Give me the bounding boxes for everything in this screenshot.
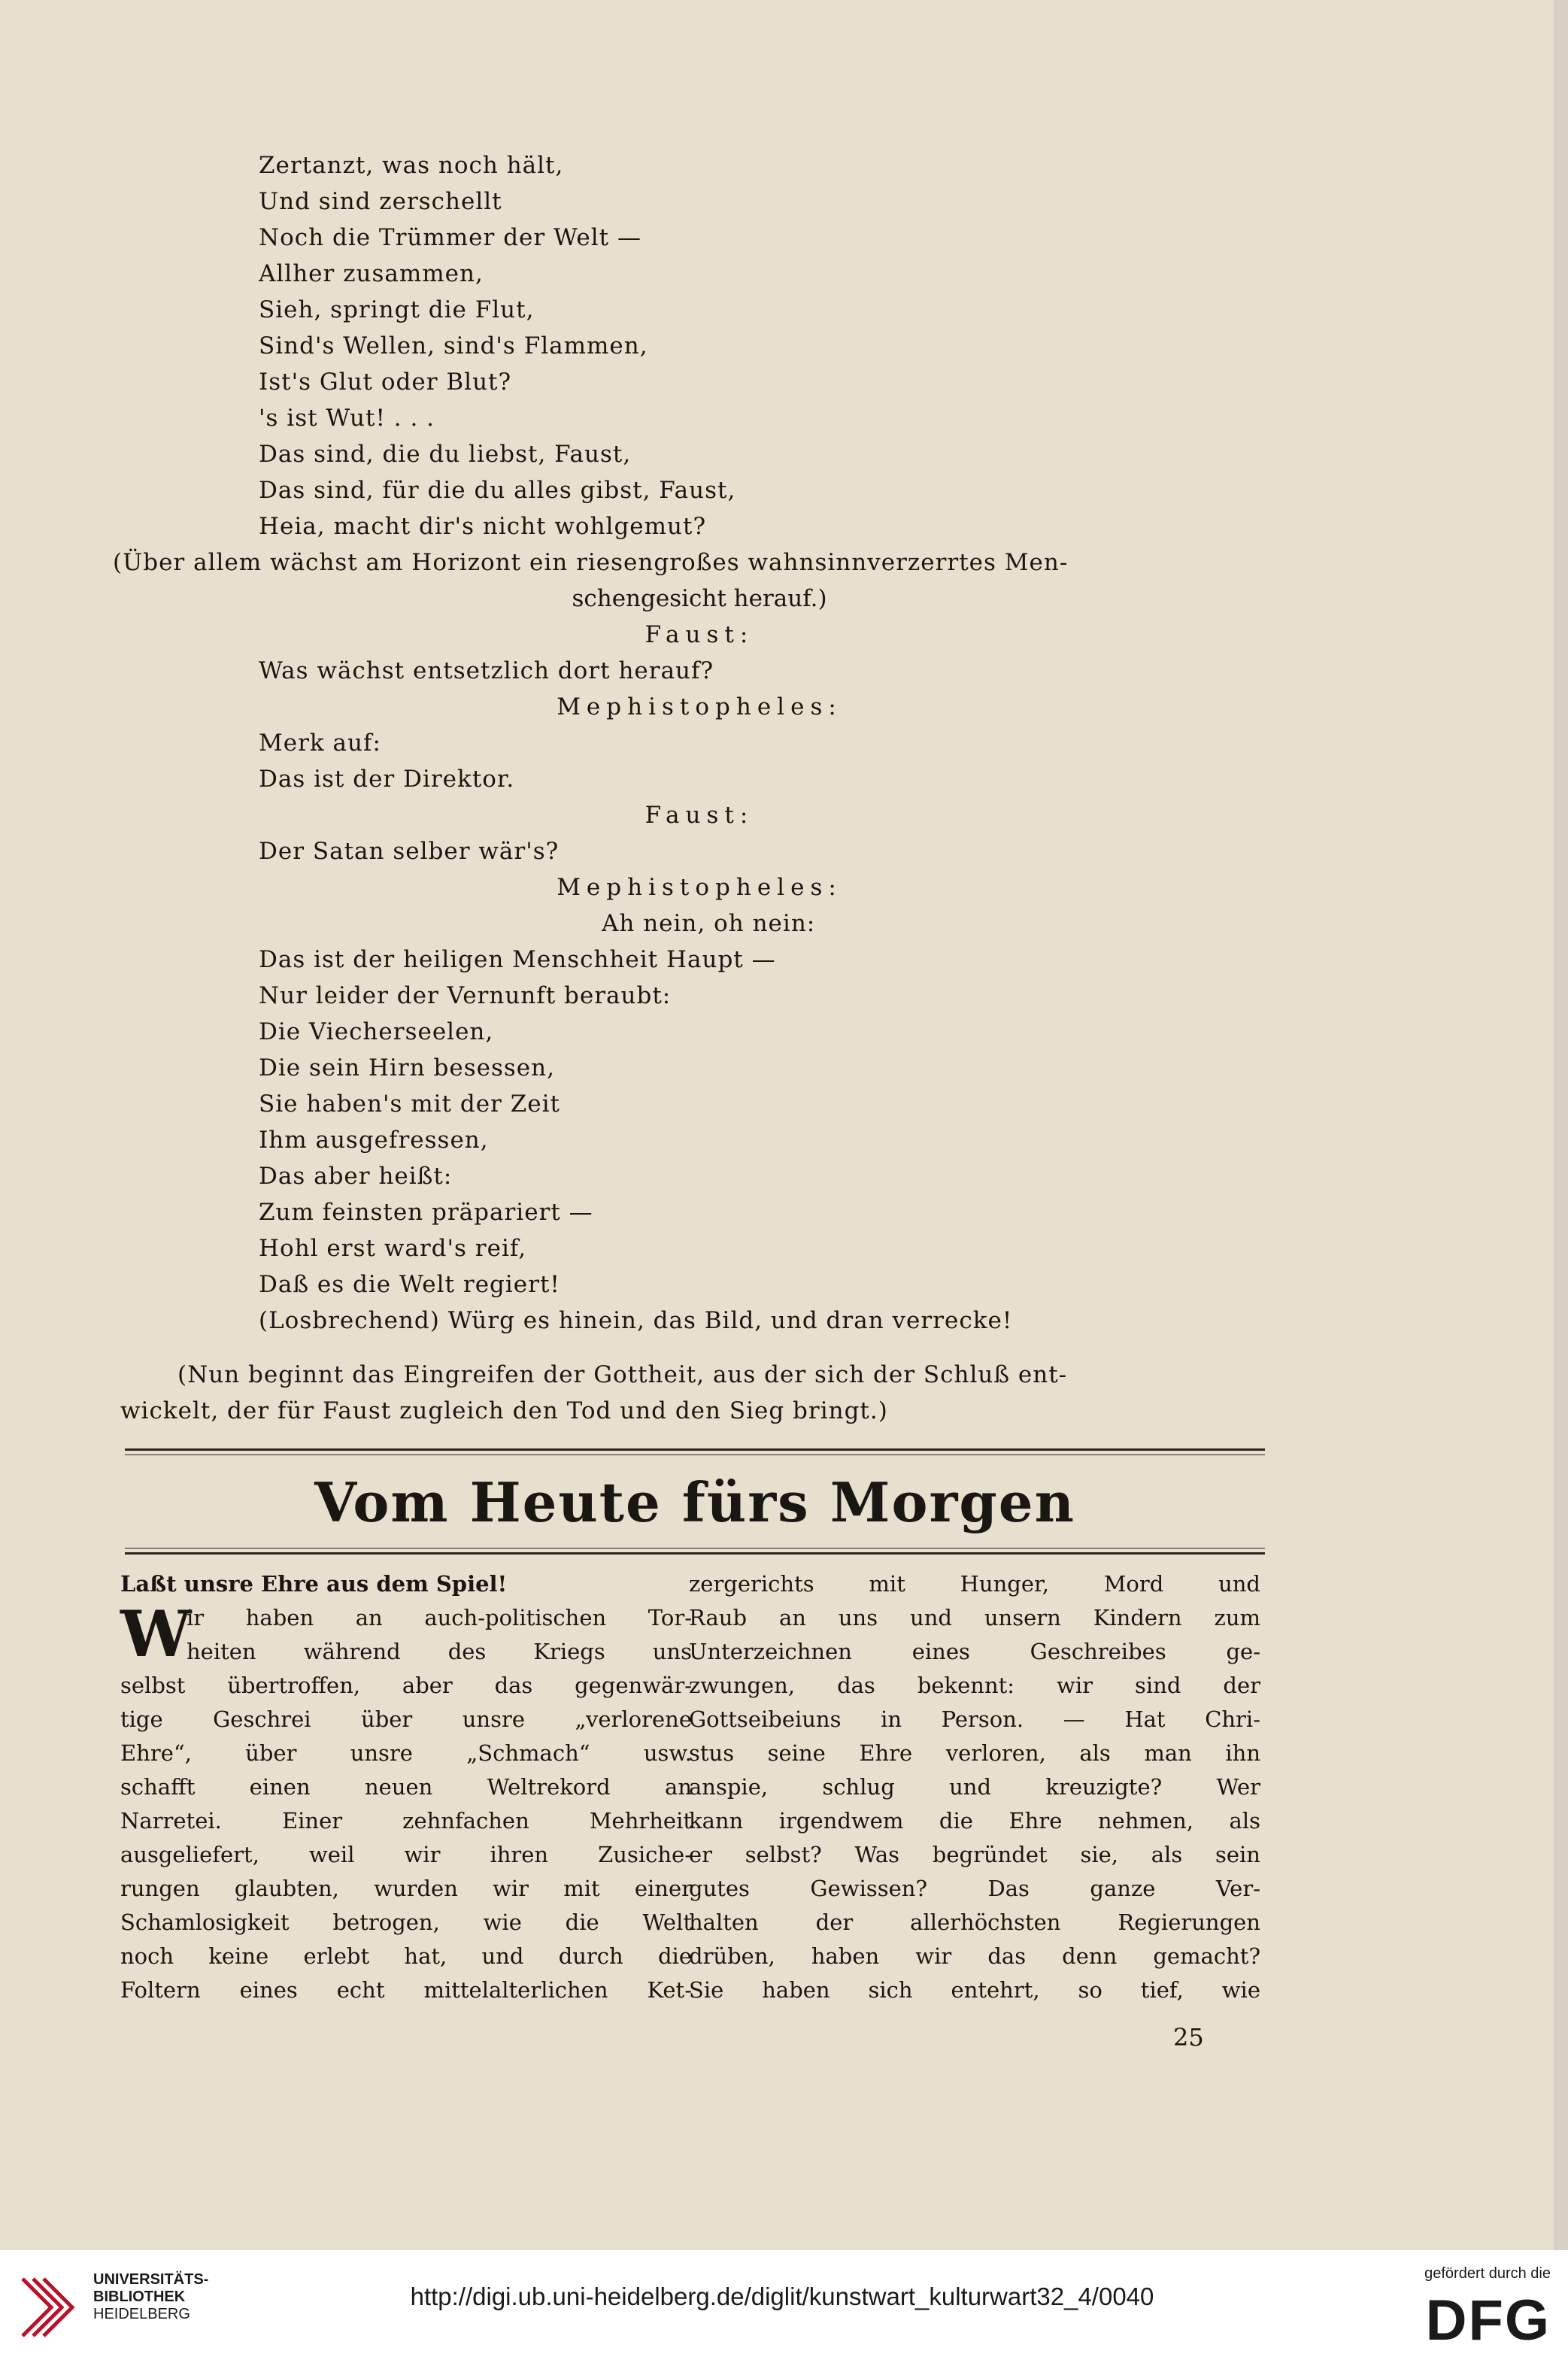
verse-line: 's ist Wut! . . . [259, 405, 435, 432]
verse-line-indented: Ah nein, oh nein: [602, 910, 816, 937]
text-line: halten der allerhöchsten Regierungen [689, 1909, 1260, 1935]
verse-line: Hohl erst ward's reif, [259, 1235, 527, 1262]
text-line: schafft einen neuen Weltrekord an [120, 1774, 692, 1800]
stage-direction-cont: schengesicht herauf.) [572, 585, 827, 612]
dropcap: W [120, 1597, 192, 1671]
verse-line: Was wächst entsetzlich dort herauf? [259, 657, 714, 684]
text-line: kann irgendwem die Ehre nehmen, als [689, 1808, 1260, 1834]
text-line: gutes Gewissen? Das ganze Ver- [689, 1876, 1260, 1901]
speaker-faust: Faust: [644, 802, 754, 829]
stage-direction: (Nun beginnt das Eingreifen der Gottheit, aus der sich der Schluß ent- [177, 1361, 1068, 1388]
funding-caption: gefördert durch die [1424, 2265, 1551, 2282]
text-line: heiten während des Kriegs uns [187, 1639, 692, 1664]
stage-direction-cont: wickelt, der für Faust zugleich den Tod und den Sieg bringt.) [120, 1397, 888, 1424]
verse-line: Sieh, springt die Flut, [259, 296, 535, 323]
verse-line: Ist's Glut oder Blut? [259, 369, 512, 396]
text-line: tige Geschrei über unsre „verlorene [120, 1706, 692, 1732]
verse-line: Nur leider der Vernunft beraubt: [259, 982, 672, 1009]
article-column-right [689, 1567, 1260, 2007]
stage-direction: (Über allem wächst am Horizont ein riesengroßes wahnsinnverzerrtes Men- [113, 549, 1069, 576]
speaker-faust: Faust: [644, 621, 754, 648]
rule-top-thick [125, 1448, 1265, 1451]
verse-line: Der Satan selber wär's? [259, 838, 560, 865]
verse-line: Und sind zerschellt [259, 188, 502, 215]
text-line: er selbst? Was begründet sie, als sein [689, 1842, 1260, 1867]
verse-line: Zertanzt, was noch hält, [259, 152, 564, 179]
text-line: stus seine Ehre verloren, als man ihn [689, 1740, 1260, 1766]
library-name [93, 2271, 208, 2323]
source-url-link[interactable]: http://digi.ub.uni-heidelberg.de/diglit/kunstwart_kulturwart32_4/0040 [410, 2283, 1154, 2310]
text-line: rungen glaubten, wurden wir mit einer [120, 1876, 692, 1901]
library-name-line: HEIDELBERG [93, 2306, 190, 2322]
text-line: Schamlosigkeit betrogen, wie die Welt [120, 1909, 692, 1935]
text-line: Unterzeichnen eines Geschreibes ge- [689, 1639, 1260, 1664]
dfg-logo: DFG [1425, 2289, 1551, 2352]
section-title: Vom Heute fürs Morgen [314, 1470, 1075, 1534]
university-library-logo-icon [15, 2271, 87, 2343]
text-line: Narretei. Einer zehnfachen Mehrheit [120, 1808, 692, 1834]
text-line: Sie haben sich entehrt, so tief, wie [689, 1977, 1260, 2003]
speaker-mephistopheles: Mephistopheles: [557, 693, 842, 720]
verse-line: Das sind, für die du alles gibst, Faust, [259, 477, 736, 504]
dropcap-paragraph [120, 1597, 692, 1671]
verse-line: Daß es die Welt regiert! [259, 1271, 560, 1298]
verse-line: Das sind, die du liebst, Faust, [259, 441, 632, 468]
verse-line: (Losbrechend) Würg es hinein, das Bild, und dran verrecke! [259, 1307, 1013, 1334]
page-edge [1554, 0, 1568, 2250]
text-line: Foltern eines echt mittelalterlichen Ket- [120, 1977, 692, 2003]
verse-line: Das ist der heiligen Menschheit Haupt — [259, 946, 776, 973]
article-column-left [120, 1567, 692, 2007]
verse-line: Merk auf: [259, 730, 381, 757]
text-line: anspie, schlug und kreuzigte? Wer [689, 1774, 1260, 1800]
verse-line: Allher zusammen, [259, 260, 484, 287]
text-line: ir haben an auch-politischen Tor- [187, 1605, 692, 1630]
text-line: Gottseibeiuns in Person. — Hat Chri- [689, 1706, 1260, 1732]
verse-line: Zum feinsten präpariert — [259, 1199, 593, 1226]
verse-line: Das ist der Direktor. [259, 766, 515, 793]
text-line: ausgeliefert, weil wir ihren Zusiche- [120, 1842, 692, 1867]
verse-line: Sie haben's mit der Zeit [259, 1090, 560, 1118]
text-line: drüben, haben wir das denn gemacht? [689, 1943, 1260, 1969]
library-name-line: UNIVERSITÄTS- [93, 2271, 209, 2288]
verse-line: Das aber heißt: [259, 1163, 453, 1190]
text-line: zergerichts mit Hunger, Mord und [689, 1571, 1260, 1597]
article-heading: Laßt unsre Ehre aus dem Spiel! [120, 1571, 508, 1597]
speaker-mephistopheles: Mephistopheles: [557, 874, 842, 901]
verse-line: Sind's Wellen, sind's Flammen, [259, 332, 648, 359]
text-line: Raub an uns und unsern Kindern zum [689, 1605, 1260, 1630]
rule-top-thin [125, 1454, 1265, 1455]
rule-bottom-thick [125, 1552, 1265, 1555]
text-line: selbst übertroffen, aber das gegenwär- [120, 1673, 692, 1698]
text-line: noch keine erlebt hat, und durch die [120, 1943, 692, 1969]
verse-line: Ihm ausgefressen, [259, 1127, 489, 1154]
verse-line: Die Viecherseelen, [259, 1018, 494, 1045]
text-line: zwungen, das bekennt: wir sind der [689, 1673, 1260, 1698]
verse-line: Die sein Hirn besessen, [259, 1054, 555, 1081]
verse-line: Noch die Trümmer der Welt — [259, 224, 641, 251]
library-name-line: BIBLIOTHEK [93, 2289, 186, 2305]
page-number: 25 [1173, 2023, 1204, 2052]
verse-line: Heia, macht dir's nicht wohlgemut? [259, 513, 707, 540]
text-line: Ehre“, über unsre „Schmach“ usw. [120, 1740, 692, 1766]
